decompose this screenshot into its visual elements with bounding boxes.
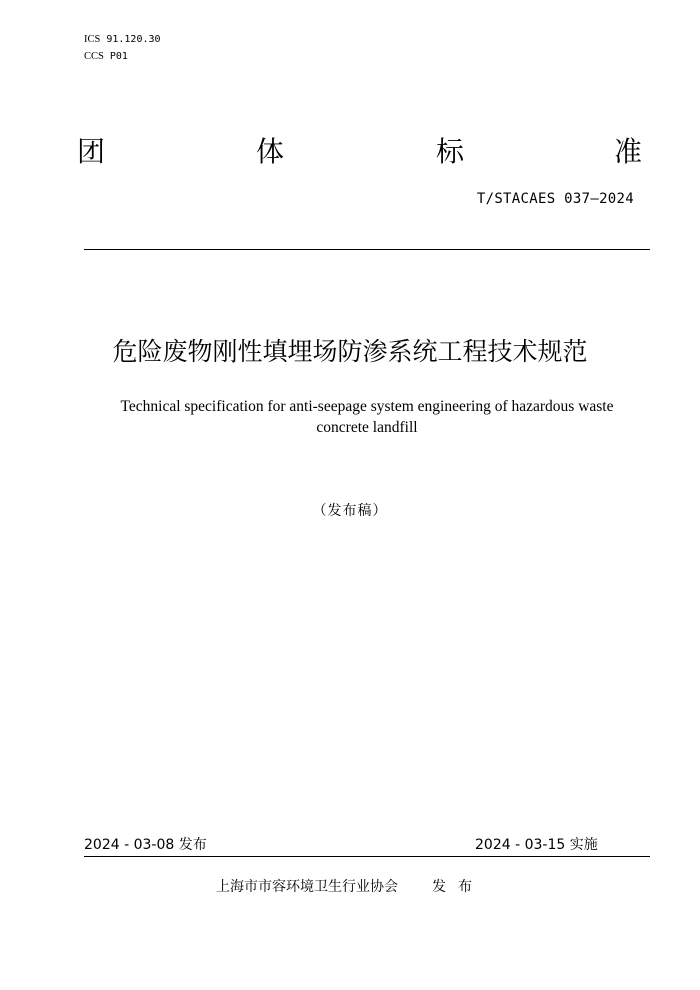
bottom-divider — [84, 856, 650, 857]
standard-category-char-1: 团 — [77, 135, 106, 168]
ccs-code — [84, 48, 128, 66]
ics-value: 91.120.30 — [106, 34, 161, 45]
title-english-line-1: Technical specification for anti-seepage system engineering of hazardous waste — [120, 398, 614, 415]
standard-category-char-2: 体 — [256, 135, 285, 168]
implement-date: 2024 - 03-15 实施 — [475, 837, 598, 853]
ics-code — [84, 31, 161, 49]
ccs-value: P01 — [109, 51, 128, 62]
title-english-line-2: concrete landfill — [316, 419, 418, 436]
publisher-action: 发布 — [432, 879, 484, 895]
publisher-name: 上海市市容环境卫生行业协会 — [216, 879, 398, 895]
publish-date: 2024 - 03-08 发布 — [84, 837, 207, 853]
standard-number: T/STACAES 037—2024 — [476, 191, 634, 207]
top-divider — [84, 249, 650, 250]
title-english — [84, 396, 650, 438]
standard-category-char-3: 标 — [436, 135, 465, 168]
draft-status: （发布稿） — [312, 503, 388, 519]
title-chinese: 危险废物刚性填埋场防渗系统工程技术规范 — [112, 337, 588, 366]
publisher — [0, 877, 700, 897]
standard-category-char-4: 准 — [614, 135, 643, 168]
ics-label: ICS — [84, 34, 101, 45]
ccs-label: CCS — [84, 51, 104, 62]
